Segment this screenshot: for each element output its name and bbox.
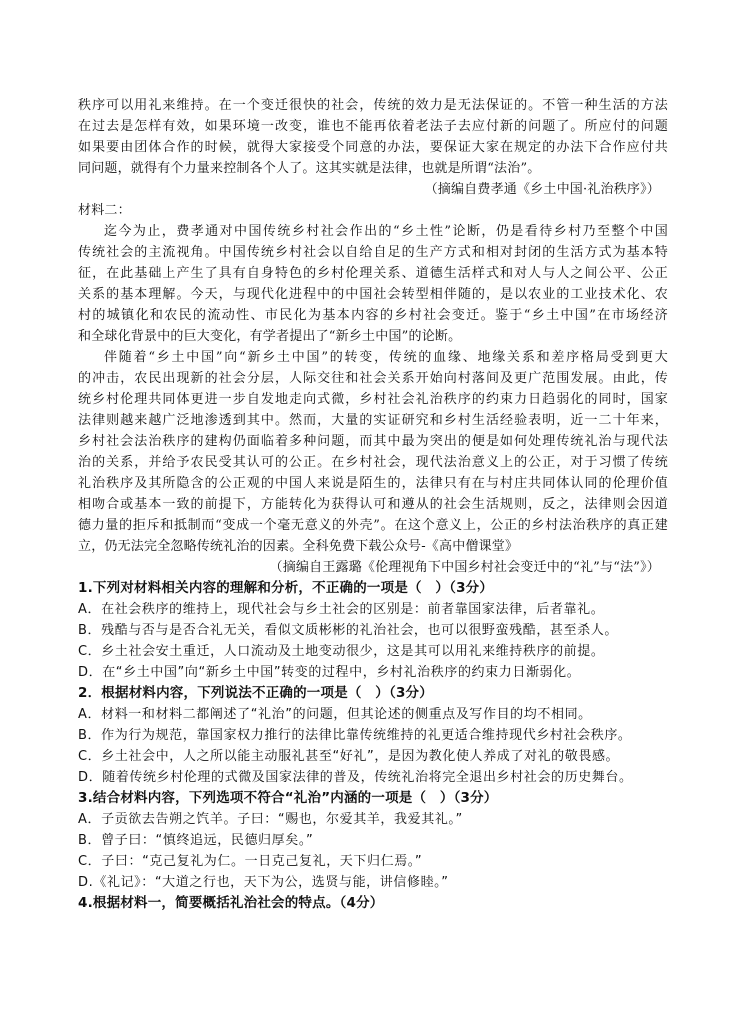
question-2-option: A．材料一和材料二都阐述了“礼治”的问题，但其论述的侧重点及写作目的均不相同。	[78, 707, 592, 722]
source-citation-1: （摘编自费孝通《乡土中国·礼治秩序》）	[424, 182, 660, 197]
question-1-stem: 1.下列对材料相关内容的理解和分析，不正确的一项是（ ）（3分）	[78, 580, 494, 596]
passage1-line: 同问题，就得有个力量来控制各个人了。这其实就是法律，也就是所谓“法治”。	[78, 161, 541, 176]
passage2-line: 村的城镇化和农民的流动性、市民化为基本内容的乡村社会变迁。鉴于“乡土中国”在市场经济	[78, 308, 668, 323]
passage1-line: 在过去是怎样有效，如果环境一改变，谁也不能再依着老法子去应付新的问题了。所应付的问题	[78, 119, 668, 134]
passage3-line: 伴随着“乡土中国”向“新乡土中国”的转变，传统的血缘、地缘关系和差序格局受到更大	[104, 350, 668, 365]
passage1-line: 如果要由团体合作的时候，就得大家接受个同意的办法，要保证大家在规定的办法下合作应付共	[78, 140, 668, 155]
passage2-line: 和全球化背景中的巨大变化，有学者提出了“新乡土中国”的论断。	[78, 329, 462, 344]
passage3-line: 礼治秩序及其所隐含的公正观的中国人来说是陌生的，法律只有在与村庄共同体认同的伦理价值	[78, 476, 668, 491]
question-2-option: D．随着传统乡村伦理的式微及国家法律的普及，传统礼治将完全退出乡村社会的历史舞台。	[78, 770, 633, 785]
passage2-line: 迄今为止，费孝通对中国传统乡村社会作出的“乡土性”论断，仍是看待乡村乃至整个中国	[104, 224, 668, 239]
passage3-line: 乡村社会法治秩序的建构仍面临着多种问题，而其中最为突出的便是如何处理传统礼治与现代法	[78, 434, 668, 449]
passage3-line: 德力量的拒斥和抵制而“变成一个毫无意义的外壳”。在这个意义上，公正的乡村法治秩序的真正建	[78, 518, 668, 533]
passage3-line: 法律则越来越广泛地渗透到其中。然而，大量的实证研究和乡村生活经验表明，近一二十年来，	[78, 413, 668, 428]
question-1-option: D．在“乡土中国”向“新乡土中国”转变的过程中，乡村礼治秩序的约束力日渐弱化。	[78, 665, 581, 680]
passage1-line: 秩序可以用礼来维持。在一个变迁很快的社会，传统的效力是无法保证的。不管一种生活的方法	[78, 98, 668, 113]
passage3-line: 治的关系，并给予农民受其认可的公正。在乡村社会，现代法治意义上的公正，对于习惯了传统	[78, 455, 668, 470]
question-3-option: D.《礼记》：“大道之行也，天下为公，选贤与能，讲信修睦。”	[78, 875, 449, 890]
passage3-line: 立，仍无法完全忽略传统礼治的因素。全科免费下载公众号-《高中僧课堂》	[78, 539, 519, 554]
question-1-option: C．乡土社会安土重迁，人口流动及土地变动很少，这是其可以用礼来维持秩序的前提。	[78, 644, 605, 659]
question-4-stem: 4.根据材料一，简要概括礼治社会的特点。（4分）	[78, 895, 384, 911]
question-3-option: A．子贡欲去告朔之饩羊。子曰：“赐也，尔爱其羊，我爱其礼。”	[78, 812, 463, 827]
material-2-label: 材料二：	[78, 203, 131, 218]
passage2-line: 关系的基本理解。今天，与现代化进程中的中国社会转型相伴随的，是以农业的工业技术化、农	[78, 287, 668, 302]
passage3-line: 统乡村伦理共同体更进一步自发地走向式微，乡村社会礼治秩序的约束力日趋弱化的同时，国家	[78, 392, 668, 407]
passage2-line: 传统社会的主流视角。中国传统乡村社会以自给自足的生产方式和相对封闭的生活方式为基本特	[78, 245, 668, 260]
passage2-line: 征，在此基础上产生了具有自身特色的乡村伦理关系、道德生活样式和对人与人之间公平、公正	[78, 266, 668, 281]
question-1-option: B．残酷与否与是否合礼无关，看似文质彬彬的礼治社会，也可以很野蛮残酷，甚至杀人。	[78, 623, 618, 638]
question-3-option: B．曾子曰：“慎终追远，民德归厚矣。”	[78, 833, 314, 848]
question-1-option: A．在社会秩序的维持上，现代社会与乡土社会的区别是：前者靠国家法律，后者靠礼。	[78, 602, 605, 617]
question-3-option: C．子曰：“克己复礼为仁。一日克己复礼，天下归仁焉。”	[78, 854, 423, 869]
question-2-option: C．乡土社会中，人之所以能主动服礼甚至“好礼”，是因为教化使人养成了对礼的敬畏感。	[78, 749, 620, 764]
question-3-stem: 3.结合材料内容，下列选项不符合“礼治”内涵的一项是（ ）（3分）	[78, 790, 498, 806]
source-citation-2: （摘编自王露璐《伦理视角下中国乡村社会变迁中的“礼”与“法”》）	[269, 560, 660, 575]
passage3-line: 相吻合或基本一致的前提下，方能转化为获得认可和遵从的社会生活规则，反之，法律则会因道	[78, 497, 668, 512]
passage3-line: 的冲击，农民出现新的社会分层，人际交往和社会关系开始向村落间及更广范围发展。由此，传	[78, 371, 668, 386]
question-2-stem: 2．根据材料内容，下列说法不正确的一项是（ ）（3分）	[78, 685, 433, 701]
question-2-option: B．作为行为规范，靠国家权力推行的法律比靠传统维持的礼更适合维持现代乡村社会秩序。	[78, 728, 632, 743]
